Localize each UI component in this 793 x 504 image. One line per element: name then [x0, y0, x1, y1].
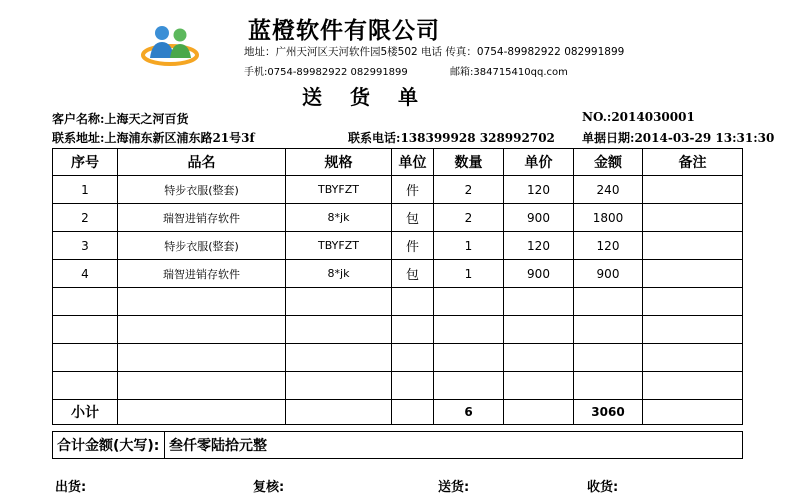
- cell-amount: 120: [574, 232, 643, 260]
- document-number-field: [582, 110, 695, 124]
- cell-unit: 包: [392, 204, 434, 232]
- cell-name: 瑞智进销存软件: [118, 204, 286, 232]
- cell-qty: 1: [434, 260, 504, 288]
- table-row: [53, 232, 743, 260]
- subtotal-amount: 3060: [574, 400, 643, 425]
- subtotal-qty: 6: [434, 400, 504, 425]
- cell-seq: 4: [53, 260, 118, 288]
- cell-seq: 2: [53, 204, 118, 232]
- ship-signature-label: 出货:: [55, 480, 87, 495]
- document-number-value: 2014030001: [611, 110, 695, 124]
- customer-name-value: 上海天之河百货: [104, 112, 189, 126]
- company-address: 地址：广州天河区天河软件园5楼502 电话 传真：0754-89982922 082991899: [244, 46, 625, 58]
- customer-address-value: 上海浦东新区浦东路21号3f: [104, 131, 255, 145]
- header-unit: 单位: [392, 149, 434, 176]
- table-row: [53, 204, 743, 232]
- cell-unit: 件: [392, 232, 434, 260]
- document-date-field: [582, 129, 774, 146]
- document-number-label: NO.:: [582, 110, 612, 124]
- review-signature-label: 复核:: [253, 480, 285, 495]
- cell-spec: 8*jk: [286, 260, 392, 288]
- cell-note: [643, 260, 743, 288]
- cell-seq: 1: [53, 176, 118, 204]
- cell-note: [643, 204, 743, 232]
- header-spec: 规格: [286, 149, 392, 176]
- cell-amount: 240: [574, 176, 643, 204]
- company-mobile: 手机:0754-89982922 082991899: [244, 67, 408, 78]
- cell-seq: 3: [53, 232, 118, 260]
- customer-phone-value: 138399928 328992702: [400, 131, 555, 145]
- table-row: [53, 260, 743, 288]
- customer-address-label: 联系地址:: [52, 131, 105, 145]
- empty-row: [53, 288, 743, 316]
- cell-name: 特步衣服(整套): [118, 176, 286, 204]
- cell-note: [643, 232, 743, 260]
- items-table: [52, 148, 743, 425]
- customer-phone-label: 联系电话:: [348, 131, 401, 145]
- cell-qty: 2: [434, 204, 504, 232]
- customer-address-field: [52, 129, 255, 146]
- company-name: 蓝橙软件有限公司: [248, 18, 440, 44]
- header-amount: 金额: [574, 149, 643, 176]
- total-amount-label: 合计金额(大写):: [53, 432, 165, 459]
- total-amount-table: [52, 431, 743, 459]
- table-header-row: [53, 149, 743, 176]
- cell-unit: 件: [392, 176, 434, 204]
- total-amount-value: 叁仟零陆拾元整: [165, 432, 743, 459]
- empty-row: [53, 316, 743, 344]
- subtotal-label: 小计: [53, 400, 118, 425]
- empty-row: [53, 344, 743, 372]
- header-seq: 序号: [53, 149, 118, 176]
- subtotal-row: [53, 400, 743, 425]
- header-name: 品名: [118, 149, 286, 176]
- document-date-value: 2014-03-29 13:31:30: [634, 131, 775, 145]
- document-title: 送货单: [302, 85, 446, 109]
- cell-name: 瑞智进销存软件: [118, 260, 286, 288]
- cell-amount: 900: [574, 260, 643, 288]
- header-price: 单价: [504, 149, 574, 176]
- company-email: 邮箱:384715410qq.com: [450, 67, 568, 78]
- cell-price: 900: [504, 204, 574, 232]
- header-qty: 数量: [434, 149, 504, 176]
- cell-spec: TBYFZT: [286, 176, 392, 204]
- table-row: [53, 176, 743, 204]
- cell-unit: 包: [392, 260, 434, 288]
- cell-note: [643, 176, 743, 204]
- cell-spec: 8*jk: [286, 204, 392, 232]
- customer-name-field: [52, 110, 188, 127]
- cell-qty: 1: [434, 232, 504, 260]
- customer-name-label: 客户名称:: [52, 112, 105, 126]
- cell-amount: 1800: [574, 204, 643, 232]
- company-logo-icon: [140, 22, 200, 66]
- header-note: 备注: [643, 149, 743, 176]
- receive-signature-label: 收货:: [587, 480, 619, 495]
- cell-price: 120: [504, 232, 574, 260]
- customer-phone-field: [348, 129, 555, 146]
- cell-qty: 2: [434, 176, 504, 204]
- cell-name: 特步衣服(整套): [118, 232, 286, 260]
- cell-price: 900: [504, 260, 574, 288]
- cell-spec: TBYFZT: [286, 232, 392, 260]
- document-date-label: 单据日期:: [582, 131, 635, 145]
- deliver-signature-label: 送货:: [438, 480, 470, 495]
- empty-row: [53, 372, 743, 400]
- cell-price: 120: [504, 176, 574, 204]
